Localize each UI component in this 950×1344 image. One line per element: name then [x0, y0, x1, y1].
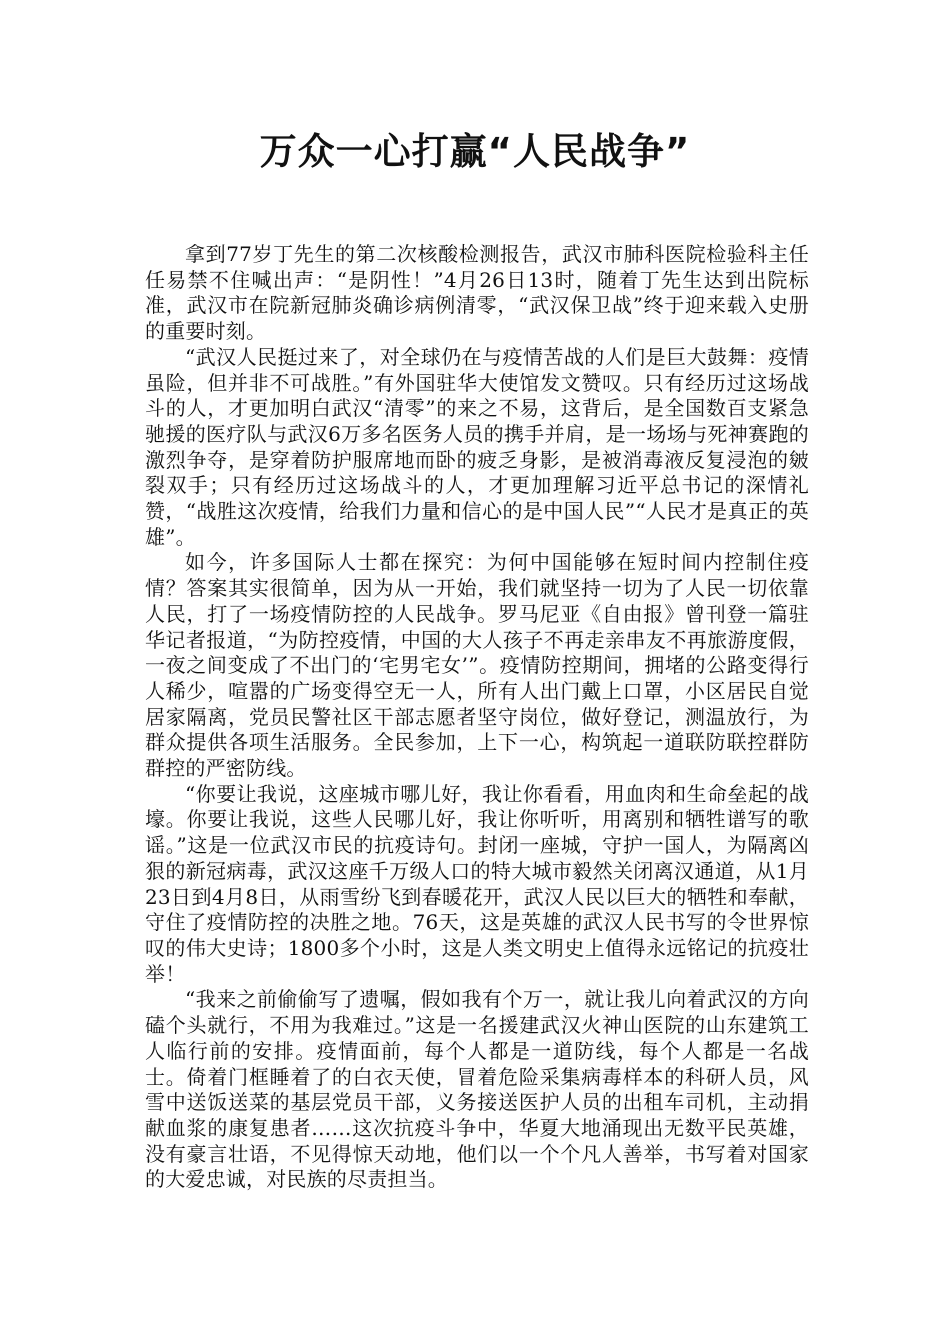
paragraph-2: “武汉人民挺过来了，对全球仍在与疫情苦战的人们是巨大鼓舞：疫情虽险，但并非不可战胜。”有外国驻华大使馆发文赞叹。只有经历过这场战斗的人，才更加明白武汉“清零”的来之不易，这背后，是全国数百支紧急驰援的医疗队与武汉6万多名医务人员的携手并肩，是一场场与死神赛跑的激烈争夺，是穿着防护服席地而卧的疲乏身影，是被消毒液反复浸泡的皴裂双手；只有经历过这场战斗的人，才更加理解习近平总书记的深情礼赞，“战胜这次疫情，给我们力量和信心的是中国人民”“人民才是真正的英雄”。 — [145, 344, 809, 549]
document-title: 万众一心打赢“人民战争” — [259, 130, 691, 173]
paragraph-5: “我来之前偷偷写了遗嘱，假如我有个万一，就让我儿向着武汉的方向磕个头就行，不用为我难过。”这是一名援建武汉火神山医院的山东建筑工人临行前的安排。疫情面前，每个人都是一道防线，每个人都是一名战士。倚着门框睡着了的白衣天使，冒着危险采集病毒样本的科研人员，风雪中送饭送菜的基层党员干部，义务接送医护人员的出租车司机，主动捐献血浆的康复患者……这次抗疫斗争中，华夏大地涌现出无数平民英雄，没有豪言壮语，不见得惊天动地，他们以一个个凡人善举，书写着对国家的大爱忠诚，对民族的尽责担当。 — [145, 987, 809, 1192]
document-body — [145, 242, 809, 1193]
paragraph-1: 拿到77岁丁先生的第二次核酸检测报告，武汉市肺科医院检验科主任任易禁不住喊出声：“是阴性！”4月26日13时，随着丁先生达到出院标准，武汉市在院新冠肺炎确诊病例清零，“武汉保卫战”终于迎来载入史册的重要时刻。 — [145, 242, 809, 344]
paragraph-4: “你要让我说，这座城市哪儿好，我让你看看，用血肉和生命垒起的战壕。你要让我说，这些人民哪儿好，我让你听听，用离别和牺牲谱写的歌谣。”这是一位武汉市民的抗疫诗句。封闭一座城，守护一国人，为隔离凶狠的新冠病毒，武汉这座千万级人口的特大城市毅然关闭离汉通道，从1月23日到4月8日，从雨雪纷飞到春暖花开，武汉人民以巨大的牺牲和奉献，守住了疫情防控的决胜之地。76天，这是英雄的武汉人民书写的令世界惊叹的伟大史诗；1800多个小时，这是人类文明史上值得永远铭记的抗疫壮举！ — [145, 781, 809, 986]
paragraph-3: 如今，许多国际人士都在探究：为何中国能够在短时间内控制住疫情？答案其实很简单，因为从一开始，我们就坚持一切为了人民一切依靠人民，打了一场疫情防控的人民战争。罗马尼亚《自由报》曾刊登一篇驻华记者报道，“为防控疫情，中国的大人孩子不再走亲串友不再旅游度假，一夜之间变成了不出门的‘宅男宅女’”。疫情防控期间，拥堵的公路变得行人稀少，喧嚣的广场变得空无一人，所有人出门戴上口罩，小区居民自觉居家隔离，党员民警社区干部志愿者坚守岗位，做好登记，测温放行，为群众提供各项生活服务。全民参加，上下一心，构筑起一道联防联控群防群控的严密防线。 — [145, 550, 809, 781]
